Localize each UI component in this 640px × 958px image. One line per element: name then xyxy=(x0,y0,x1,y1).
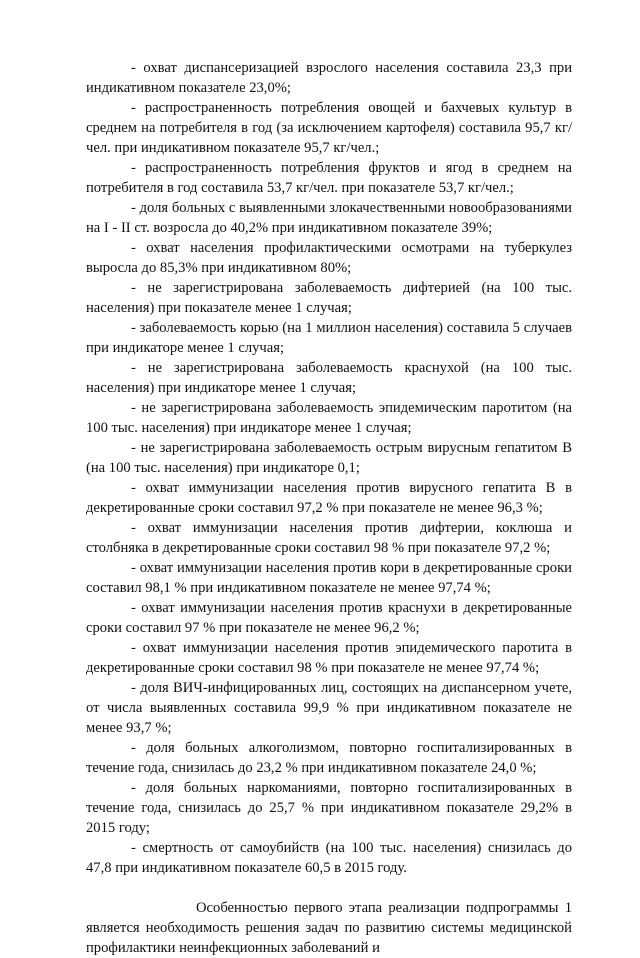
list-item: - доля ВИЧ-инфицированных лиц, состоящих на диспансерном учете, от числа выявленных составила 99,9 % при индикативном показателе не менее 93,7 %; xyxy=(86,680,572,736)
list-item: - охват иммунизации населения против кори в декретированные сроки составил 98,1 % при индикативном показателе не менее 97,74 %; xyxy=(86,560,572,596)
list-item: - распространенность потребления фруктов и ягод в среднем на потребителя в год составила 53,7 кг/чел. при показателе 53,7 кг/чел.; xyxy=(86,160,572,196)
list-item: - охват иммунизации населения против вирусного гепатита B в декретированные сроки составил 97,2 % при показателе не менее 96,3 %; xyxy=(86,480,572,516)
list-item: - не зарегистрирована заболеваемость краснухой (на 100 тыс. населения) при индикаторе менее 1 случая; xyxy=(86,360,572,396)
list-item: - смертность от самоубийств (на 100 тыс. населения) снизилась до 47,8 при индикативном показателе 60,5 в 2015 году. xyxy=(86,840,572,876)
list-item: - доля больных алкоголизмом, повторно госпитализированных в течение года, снизилась до 23,2 % при индикативном показателе 24,0 %; xyxy=(86,740,572,776)
list-item: - не зарегистрирована заболеваемость дифтерией (на 100 тыс. населения) при показателе менее 1 случая; xyxy=(86,280,572,316)
list-item: - доля больных с выявленными злокачественными новообразованиями на I - II ст. возросла до 40,2% при индикативном показателе 39%; xyxy=(86,200,572,236)
closing-paragraph: Особенностью первого этапа реализации подпрограммы 1 является необходимость решения задач по развитию системы медицинской профилактики неинфекционных заболеваний и xyxy=(86,900,572,956)
list-item: - охват иммунизации населения против дифтерии, коклюша и столбняка в декретированные сроки составил 98 % при показателе 97,2 %; xyxy=(86,520,572,556)
list-item: - охват иммунизации населения против краснухи в декретированные сроки составил 97 % при показателе не менее 96,2 %; xyxy=(86,600,572,636)
list-item: - распространенность потребления овощей и бахчевых культур в среднем на потребителя в год (за исключением картофеля) составила 95,7 кг/чел. при индикативном показателе 95,7 кг/чел.; xyxy=(86,100,572,156)
list-item: - не зарегистрирована заболеваемость острым вирусным гепатитом B (на 100 тыс. населения) при индикаторе 0,1; xyxy=(86,440,572,476)
page-body xyxy=(86,58,572,958)
list-item: - заболеваемость корью (на 1 миллион населения) составила 5 случаев при индикаторе менее 1 случая; xyxy=(86,320,572,356)
list-item: - доля больных наркоманиями, повторно госпитализированных в течение года, снизилась до 25,7 % при индикативном показателе 29,2% в 2015 году; xyxy=(86,780,572,836)
paragraph-spacer xyxy=(86,878,572,898)
list-item: - не зарегистрирована заболеваемость эпидемическим паротитом (на 100 тыс. населения) при индикаторе менее 1 случая; xyxy=(86,400,572,436)
list-item: - охват населения профилактическими осмотрами на туберкулез выросла до 85,3% при индикативном 80%; xyxy=(86,240,572,276)
list-item: - охват диспансеризацией взрослого населения составила 23,3 при индикативном показателе 23,0%; xyxy=(86,60,572,96)
list-item: - охват иммунизации населения против эпидемического паротита в декретированные сроки составил 98 % при показателе не менее 97,74 %; xyxy=(86,640,572,676)
